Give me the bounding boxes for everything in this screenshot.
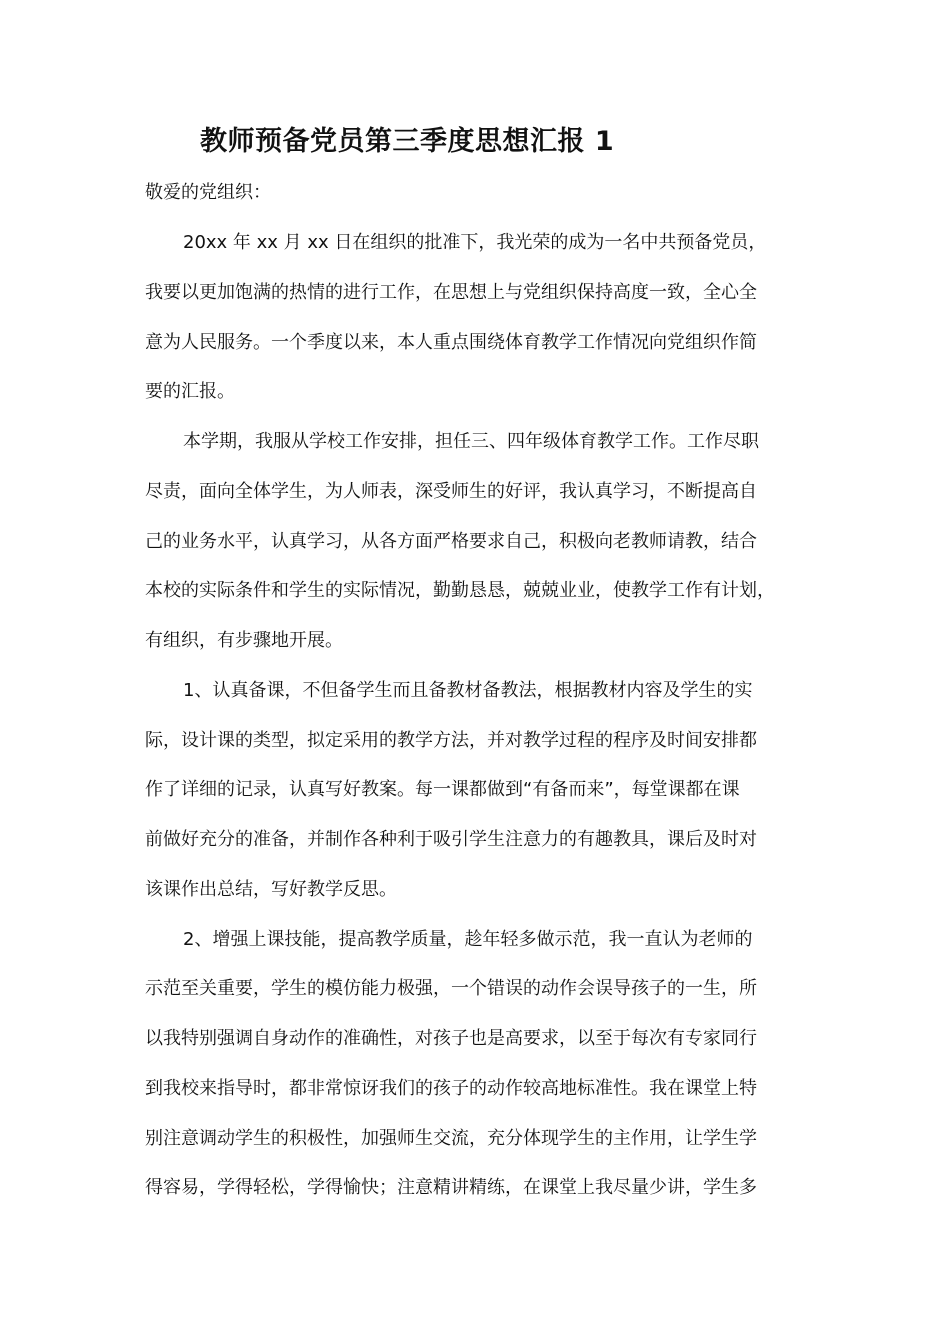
text-line: 本学期，我服从学校工作安排，担任三、四年级体育教学工作。工作尽职 — [183, 431, 759, 452]
text-line: 2、增强上课技能，提高教学质量，趁年轻多做示范，我一直认为老师的 — [183, 929, 753, 950]
text-line: 别注意调动学生的积极性，加强师生交流，充分体现学生的主作用，让学生学 — [145, 1128, 757, 1149]
text-line: 20xx 年 xx 月 xx 日在组织的批准下，我光荣的成为一名中共预备党员， — [183, 232, 767, 253]
text-line: 要的汇报。 — [145, 381, 235, 402]
text-line: 作了详细的记录，认真写好教案。每一课都做到“有备而来”，每堂课都在课 — [145, 779, 740, 800]
salutation: 敬爱的党组织： — [145, 182, 271, 203]
text-line: 示范至关重要，学生的模仿能力极强，一个错误的动作会误导孩子的一生，所 — [145, 978, 757, 999]
text-line: 意为人民服务。一个季度以来，本人重点围绕体育教学工作情况向党组织作简 — [145, 332, 757, 353]
text-line: 有组织，有步骤地开展。 — [145, 630, 343, 651]
text-line: 1、认真备课，不但备学生而且备教材备教法，根据教材内容及学生的实 — [183, 680, 753, 701]
text-line: 我要以更加饱满的热情的进行工作，在思想上与党组织保持高度一致，全心全 — [145, 282, 757, 303]
text-line: 际，设计课的类型，拟定采用的教学方法，并对教学过程的程序及时间安排都 — [145, 730, 757, 751]
text-line: 该课作出总结，写好教学反思。 — [145, 879, 397, 900]
text-line: 本校的实际条件和学生的实际情况，勤勤恳恳，兢兢业业，使教学工作有计划， — [145, 580, 775, 601]
text-line: 己的业务水平，认真学习，从各方面严格要求自己，积极向老教师请教，结合 — [145, 531, 757, 552]
text-line: 到我校来指导时，都非常惊讶我们的孩子的动作较高地标准性。我在课堂上特 — [145, 1078, 757, 1099]
text-line: 尽责，面向全体学生，为人师表，深受师生的好评，我认真学习，不断提高自 — [145, 481, 757, 502]
text-line: 得容易，学得轻松，学得愉快；注意精讲精练，在课堂上我尽量少讲，学生多 — [145, 1177, 757, 1198]
text-line: 前做好充分的准备，并制作各种利于吸引学生注意力的有趣教具，课后及时对 — [145, 829, 757, 850]
document-title: 教师预备党员第三季度思想汇报 1 — [200, 126, 615, 157]
text-line: 以我特别强调自身动作的准确性，对孩子也是高要求，以至于每次有专家同行 — [145, 1028, 757, 1049]
